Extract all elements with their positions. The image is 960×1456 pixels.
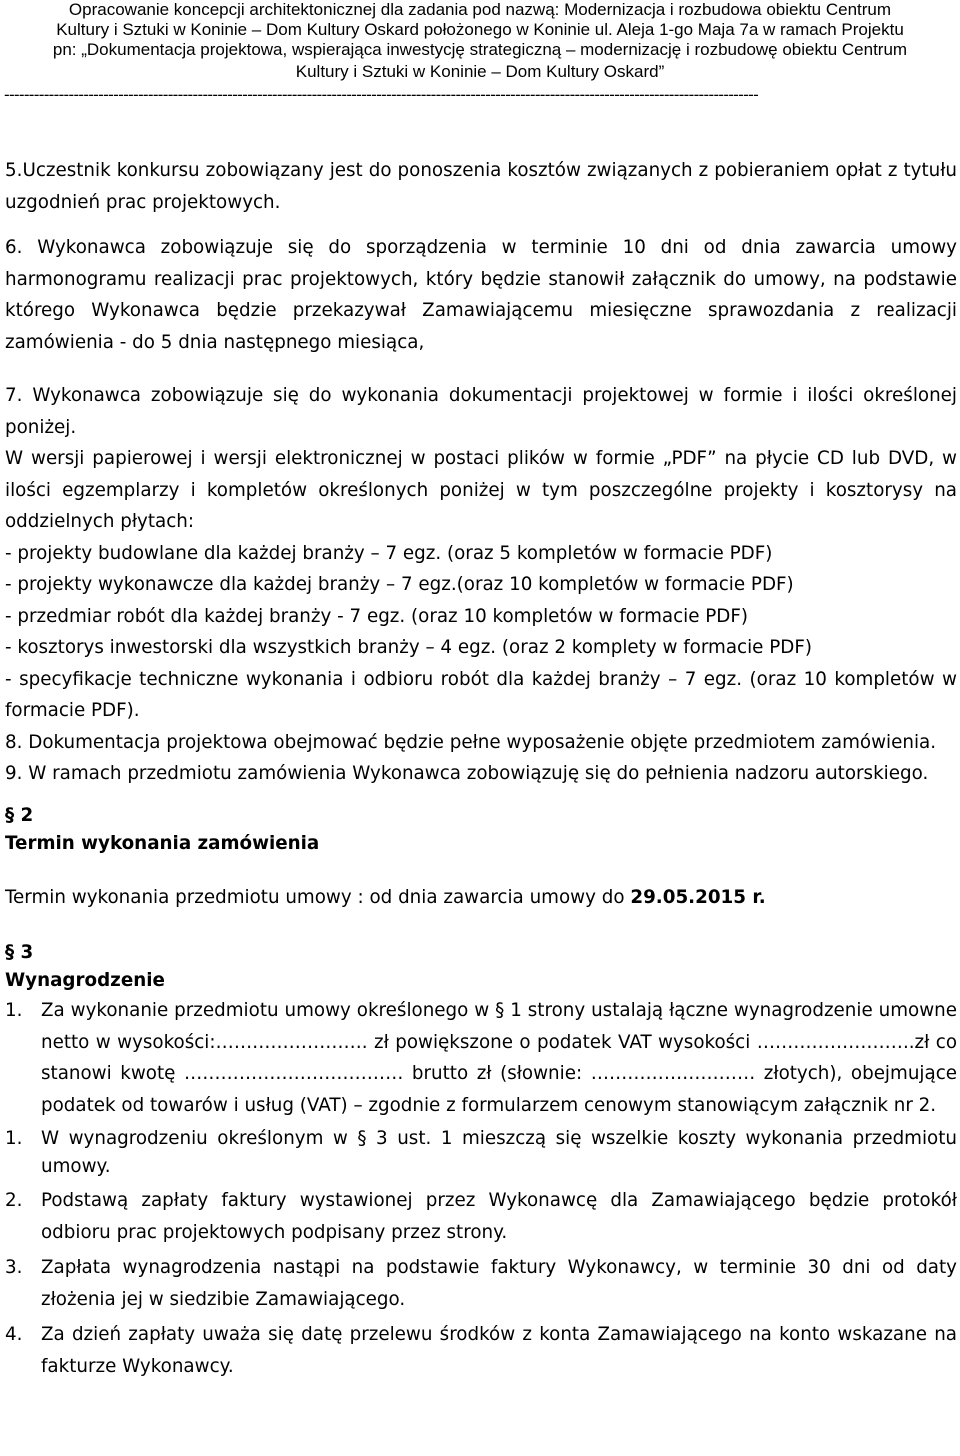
section-number: § 3 xyxy=(5,942,34,963)
list-item: - przedmiar robót dla każdej branży - 7 egz. (oraz 10 kompletów w formacie PDF) xyxy=(5,605,749,627)
item-text: W wynagrodzeniu określonym w § 3 ust. 1 mieszczą się wszelkie koszty wykonania przedmiotu umowy. xyxy=(41,1128,957,1177)
header-line: pn: „Dokumentacja projektowa, wspierająca inwestycję strategiczną – modernizację i rozbudowę obiektu Centrum xyxy=(52,40,908,59)
paragraph-6: 6. Wykonawca zobowiązuje się do sporządzenia w terminie 10 dni od dnia zawarcia umowy harmonogramu realizacji prac projektowych, który będzie stanowił załącznik do umowy, na podstawie którego Wykonawca będzie przekazywał Zamawiającemu miesięczne sprawozdania z realizacji zamówienia - do 5 dnia następnego miesiąca, xyxy=(5,237,957,353)
paragraph-7: 7. Wykonawca zobowiązuje się do wykonania dokumentacji projektowej w formie i ilości określonej poniżej. xyxy=(5,385,957,438)
item-text: Za wykonanie przedmiotu umowy określonego w § 1 strony ustalają łączne wynagrodzenie umowne netto w wysokości:……………………. zł powiększone o podatek VAT wysokości ……………………..zł co stanowi kwotę ……………………………… brutto zł (słownie: ……………………… złotych), obejmujące podatek od towarów i usług (VAT) – zgodnie z formularzem cenowym stanowiącym załącznik nr 2. xyxy=(41,1000,957,1116)
item-number: 1. xyxy=(5,1000,23,1021)
paragraph-9: 9. W ramach przedmiotu zamówienia Wykonawca zobowiązuję się do pełnienia nadzoru autorskiego. xyxy=(5,763,929,784)
numbered-item xyxy=(5,1125,957,1181)
header-line: Kultury i Sztuki w Koninie – Dom Kultury Oskard położonego w Koninie ul. Aleja 1-go Maja 7a w ramach Projektu xyxy=(56,20,904,39)
deadline-label: Termin wykonania przedmiotu umowy : od dnia zawarcia umowy do xyxy=(5,886,631,908)
item-number: 1. xyxy=(5,1128,23,1149)
list-item: - projekty wykonawcze dla każdej branży – 7 egz.(oraz 10 kompletów w formacie PDF) xyxy=(5,574,794,595)
section-title: Wynagrodzenie xyxy=(5,970,165,991)
header-line: Kultury i Sztuki w Koninie – Dom Kultury Oskard” xyxy=(295,62,665,81)
document-body xyxy=(5,155,957,1382)
header-line: Opracowanie koncepcji architektonicznej dla zadania pod nazwą: Modernizacja i rozbudowa obiektu Centrum xyxy=(68,0,892,19)
numbered-item xyxy=(5,995,957,1121)
numbered-item xyxy=(5,1319,957,1382)
numbered-item xyxy=(5,1185,957,1248)
section-number: § 2 xyxy=(5,804,34,826)
list-item: - kosztorys inwestorski dla wszystkich branży – 4 egz. (oraz 2 komplety w formacie PDF) xyxy=(5,637,812,658)
deadline-text xyxy=(5,882,957,914)
list-item: - projekty budowlane dla każdej branży – 7 egz. (oraz 5 kompletów w formacie PDF) xyxy=(5,542,773,564)
item-number: 3. xyxy=(5,1257,23,1278)
paragraph-5: 5.Uczestnik konkursu zobowiązany jest do ponoszenia kosztów związanych z pobieraniem opłat z tytułu uzgodnień prac projektowych. xyxy=(5,160,957,213)
list-item: - specyfikacje techniczne wykonania i odbioru robót dla każdej branży – 7 egz. (oraz 10 kompletów w formacie PDF). xyxy=(5,668,957,721)
item-text: Zapłata wynagrodzenia nastąpi na podstawie faktury Wykonawcy, w terminie 30 dni od daty złożenia jej w siedzibie Zamawiającego. xyxy=(41,1257,957,1310)
item-text: Za dzień zapłaty uważa się datę przelewu środków z konta Zamawiającego na konto wskazane na fakturze Wykonawcy. xyxy=(41,1324,957,1377)
numbered-item xyxy=(5,1252,957,1315)
item-number: 4. xyxy=(5,1324,23,1345)
item-number: 2. xyxy=(5,1190,23,1211)
header-separator: -------------------------------------------------------------------------------------------------------------------------------------------------------- xyxy=(4,86,759,104)
item-text: Podstawą zapłaty faktury wystawionej przez Wykonawcę dla Zamawiającego będzie protokół odbioru prac projektowych podpisany przez strony. xyxy=(41,1190,957,1243)
paragraph-7-details: W wersji papierowej i wersji elektronicznej w postaci plików w formie „PDF” na płycie CD lub DVD, w ilości egzemplarzy i kompletów określonych poniżej w tym poszczególne projekty i kosztorysy na oddzielnych płytach: xyxy=(5,448,957,532)
page-header xyxy=(0,0,960,82)
deadline-date: 29.05.2015 r. xyxy=(630,886,766,908)
paragraph-8: 8. Dokumentacja projektowa obejmować będzie pełne wyposażenie objęte przedmiotem zamówienia. xyxy=(5,731,937,753)
section-title: Termin wykonania zamówienia xyxy=(5,832,320,854)
